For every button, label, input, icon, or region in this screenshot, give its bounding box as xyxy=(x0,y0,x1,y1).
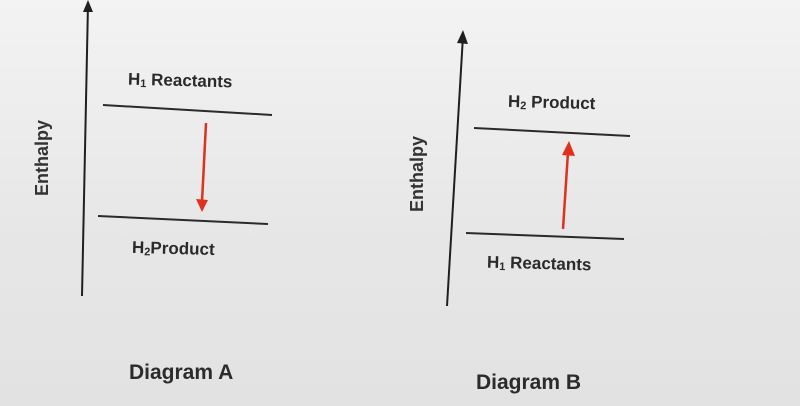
diagram-a-lower-name: Product xyxy=(150,238,215,260)
diagram-b-caption: Diagram B xyxy=(476,371,582,394)
diagram-b-axis-label: Enthalpy xyxy=(407,135,427,212)
diagram-a-lower-subscript: 2 xyxy=(144,246,151,259)
diagram-a-axis-label: Enthalpy xyxy=(32,119,52,196)
diagram-a-reaction-arrow-shaft xyxy=(202,123,206,202)
diagram-a-upper-subscript: 1 xyxy=(140,77,147,91)
diagram-a-lower-level-label xyxy=(132,238,215,260)
diagram-a-axis-arrowhead xyxy=(83,0,93,12)
diagram-b-upper-level-line xyxy=(474,128,630,136)
diagram-b-upper-name: Product xyxy=(530,92,596,114)
diagram-b-enthalpy-axis xyxy=(447,36,463,306)
diagram-b-lower-level-line xyxy=(466,233,624,239)
diagram-a-enthalpy-axis xyxy=(82,4,88,296)
diagram-b-lower-subscript: 1 xyxy=(499,260,506,274)
diagram-a-lower-level-line xyxy=(98,216,268,224)
diagram-a-upper-name: Reactants xyxy=(150,70,233,92)
diagram-b-axis-arrowhead xyxy=(457,30,468,44)
diagram-a-reaction-arrowhead xyxy=(196,199,208,212)
diagram-a-upper-level-label xyxy=(128,70,233,93)
diagram-b-reaction-arrow-shaft xyxy=(563,152,568,229)
diagram-b-lower-symbol: H xyxy=(486,252,500,272)
diagram-a-lower-symbol: H xyxy=(131,237,145,258)
diagram-b-upper-level-label xyxy=(508,92,596,114)
diagram-a-upper-symbol: H xyxy=(127,69,141,89)
diagram-b-reaction-arrowhead xyxy=(562,141,575,156)
diagram-a-upper-level-line xyxy=(103,105,272,115)
diagram-b-upper-subscript: 2 xyxy=(520,100,527,113)
diagram-b-lower-name: Reactants xyxy=(509,253,592,275)
diagram-b-upper-symbol: H xyxy=(507,91,521,112)
diagram-a-caption: Diagram A xyxy=(129,361,234,384)
diagram-b-lower-level-label xyxy=(487,253,592,276)
